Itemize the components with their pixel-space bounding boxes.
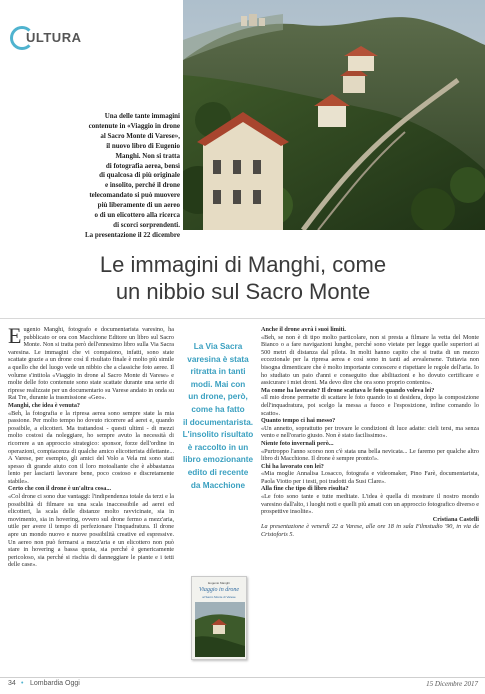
book-title: Viaggio in drone	[199, 587, 239, 593]
quote-line: è raccolto in un	[187, 442, 249, 452]
intro-line: Manghi. Non si tratta	[115, 151, 180, 160]
interview-question: Anche il drone avrà i suoi limiti.	[261, 326, 346, 333]
interview-question: Certo che con il drone è un'altra cosa...	[8, 485, 111, 493]
quote-line: modi. Mai con	[190, 379, 246, 389]
quote-line: L'insolito risultato	[182, 430, 254, 440]
book-author: Eugenio Manghi	[208, 581, 230, 585]
drop-cap: E	[8, 323, 22, 348]
quote-line: La Via Sacra	[193, 342, 243, 351]
intro-line: Una delle tante immagini	[104, 112, 180, 120]
interview-question: Chi ha lavorato con lei?	[261, 462, 324, 470]
quote-line: il documentarista.	[182, 417, 254, 427]
author-signature: Cristiana Castelli	[432, 515, 479, 523]
paragraph: «Purtroppo l'anno scorso non c'è stata una bella nevicata... Le faremo per qualche altro libro di Macchione. Il drone è sempre pronto!».	[261, 447, 479, 463]
interview-question: Quanto tempo ci hai messo?	[261, 417, 336, 425]
intro-line: telecomandato si può muovere	[89, 191, 180, 200]
intro-line: di qualcosa di più originale	[99, 171, 180, 180]
interview-question: Manghi, che idea è venuta?	[8, 401, 81, 409]
quote-line: libro emozionante	[182, 455, 254, 465]
quote-line: edito di recente	[187, 467, 249, 477]
interview-question: Ma come ha lavorato? Il drone scattava le foto quando voleva lei?	[261, 386, 435, 394]
quote-line: un drone, però,	[188, 392, 248, 402]
footer-divider	[0, 677, 485, 678]
publication-name: Lombardia Oggi	[30, 680, 80, 687]
intro-line: La presentazione il 22 dicembre	[84, 230, 180, 239]
headline-line-2: un nibbio sul Sacro Monte	[115, 279, 371, 304]
paragraph: ugenio Manghi, fotografo e documentarista varesino, ha pubblicato or ora con Macchione Editore un libro sul Sacro Monte. Non si tratta però dell'ennesimo libro sulla Via Sacra varesina. Le immagini che vi compaiono, infatti, sono state scattate grazie a un drone così il risultato finale è molto più simile a quello che del luogo vede un nibbio che a classiche foto aeree. Il volume s'intitola «Viaggio in drone al Sacro Monte di Varese» e molte delle foto contenute sono state scattate durante una serie di riprese realizzate per un documentario su Varese andato in onda su Rai Tre, durante la trasmissione «Geo».	[8, 326, 174, 402]
headline-line-1: Le immagini di Manghi, come	[99, 252, 387, 277]
page-footer	[8, 680, 478, 692]
intro-line: contenute in «Viaggio in drone	[88, 121, 180, 130]
page-number: 34	[8, 680, 16, 687]
article-column-2	[261, 326, 479, 539]
intro-line: al Sacro Monte di Varese»,	[100, 131, 180, 140]
paragraph: «Il mio drone permette di scattare le foto quando io si desidera, dopo la composizione dell'inquadratura, poi scelgo la messa a fuoco e l'esposizione, infine comando lo scatto».	[261, 394, 479, 417]
intro-caption	[10, 112, 180, 241]
interview-question: Niente foto invernali però...	[261, 439, 334, 447]
book-cover	[191, 576, 247, 660]
intro-line: o di un elicottero alla ricerca	[94, 211, 180, 220]
intro-line: di fotografia aerea, bensì	[105, 161, 180, 170]
divider	[0, 318, 485, 319]
book-subtitle: al Sacro Monte di Varese	[202, 595, 236, 599]
interview-question: Alla fine che tipo di libro risulta?	[261, 485, 349, 493]
paragraph: «Col drone ci sono due vantaggi: l'indipendenza totale da terzi e la possibilità di filmare su una scala inaccessibile ad aerei ed elicotteri, la scala delle distanze molto ravvicinate, sia in movimento, sia in hovering, ovvero sul drone fermo a mezz'aria, utile per avere il tempo di perfezionare l'inquadratura. Il drone apre un mondo nuovo e nuove possibilità creative ed espressive. Un aereo non può fermarsi a mezz'aria e un elicottero non può stare in hovering a bassa quota, sia perché è genericamente pericoloso, sia perché si rischia di danneggiare le piante e i tetti delle case».	[8, 493, 174, 569]
presentation-note: La presentazione è venerdì 22 a Varese, alle ore 18 in sala Filmstudio '90, in via de Cristoforis 5.	[261, 523, 479, 539]
paragraph: «Beh, se non è di tipo molto particolare, non si presta a filmare la vetta del Monte Bianco o a fare navigazioni lunghe, perché sono vietate per legge quelle superiori ai 500 metri di distanza dal pilota. In molti hanno capito che si tratta di un mezzo eccezionale per la ripresa aerea e così sono in tanti ad avvalersene. Tuttavia non bisogna dimenticare che è molto importante conoscere e rispettare le regole dell'aria. Io ho studiato un paio d'anni e conseguito due abilitazioni e ho dovuto certificare e assicurare i miei droni. Ma devo dire che ora sono proprio contento».	[261, 333, 479, 387]
intro-line: e insolito, perché il drone	[105, 181, 180, 190]
aerial-photo	[183, 0, 485, 230]
footer-bullet: •	[21, 680, 24, 687]
headline	[18, 251, 468, 305]
pull-quote	[178, 341, 258, 492]
paragraph: «Un annetto, soprattutto per trovare le condizioni di luce adatte: cieli tersi, ma senza vento e nell'orario giusto. Non è stato facilissimo».	[261, 424, 479, 440]
quote-line: come ha fatto	[191, 404, 245, 414]
section-label: ULTURA	[26, 30, 82, 45]
intro-line: più liberamente di un aereo	[97, 201, 180, 210]
quote-line: varesina è stata	[187, 354, 249, 364]
paragraph: «Beh, la fotografia e la ripresa aerea sono sempre state la mia passione. Per molto tempo ho dovuto ricorrere ad aerei e, quando possibile, a elicotteri. Ma trattandosi - questi ultimi - di mezzi molto costosi da noleggiare, ho sempre avuto la necessità di ricorrere a un approccio strategico: sponsor, forze dell'ordine in operazioni, compiacenza di qualche amico elicotterista dilettante... A Varese, per esempio, gli amici del Volo a Vela mi sono stati spesso di grande aiuto con il loro motoaliante che è abbastanza lento per lasciarti lavorare bene, poco costoso e discretamente stabile».	[8, 409, 174, 485]
intro-line: il nuovo libro di Eugenio	[106, 141, 180, 150]
quote-line: da Macchione	[190, 480, 246, 490]
paragraph: «Le foto sono tante e tutte meditate. L'idea è quella di mostrare il nostro mondo varesino dall'alto, i luoghi noti e quelli più amati con un approccio fotografico diverso e prospettive insolite».	[261, 493, 479, 516]
article-column-1	[8, 323, 174, 569]
section-header	[10, 26, 130, 50]
book-cover-photo	[195, 602, 245, 657]
quote-line: ritratta in tanti	[190, 367, 246, 377]
issue-date: 15 Dicembre 2017	[426, 680, 478, 688]
intro-line: di scorci sorprendenti.	[113, 220, 180, 229]
paragraph: «Mia moglie Annalisa Losacco, fotografa e videomaker, Pino Farè, documentarista, Paola Viotto per i testi, poi tradotti da Susi Clare».	[261, 470, 479, 485]
